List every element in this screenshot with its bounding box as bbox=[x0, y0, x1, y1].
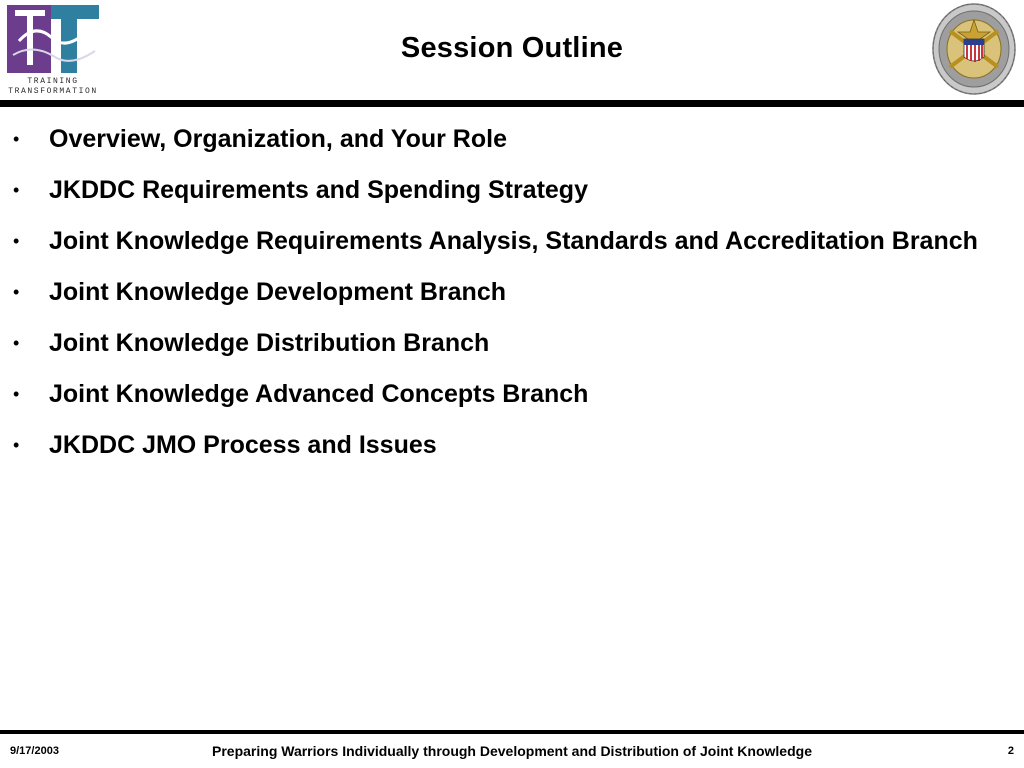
outline-item-text: JKDDC Requirements and Spending Strategy bbox=[49, 176, 588, 204]
outline-item bbox=[0, 428, 1024, 462]
outline-item bbox=[0, 224, 1024, 258]
outline-item-text: Joint Knowledge Requirements Analysis, Standards and Accreditation Branch bbox=[49, 227, 978, 255]
bullet-icon: • bbox=[13, 333, 20, 353]
bullet-icon: • bbox=[13, 180, 20, 200]
bullet-icon: • bbox=[13, 435, 20, 455]
outline-item bbox=[0, 173, 1024, 207]
outline-item-text: Joint Knowledge Advanced Concepts Branch bbox=[49, 380, 589, 408]
header-divider bbox=[0, 100, 1024, 107]
logo-text-training: TRAINING bbox=[27, 77, 79, 86]
footer-date: 9/17/2003 bbox=[10, 745, 59, 757]
bullet-icon: • bbox=[13, 282, 20, 302]
bullet-icon: • bbox=[13, 129, 20, 149]
footer-divider bbox=[0, 730, 1024, 734]
joint-chiefs-seal-icon bbox=[932, 3, 1016, 95]
page-title: Session Outline bbox=[400, 32, 624, 64]
bullet-icon: • bbox=[13, 231, 20, 251]
outline-item bbox=[0, 275, 1024, 309]
outline-item-text: Joint Knowledge Distribution Branch bbox=[49, 329, 490, 357]
logo-text-transformation: TRANSFORMATION bbox=[8, 87, 98, 96]
footer-caption: Preparing Warriors Individually through Development and Distribution of Joint Knowledge bbox=[212, 743, 812, 759]
bullet-icon: • bbox=[13, 384, 20, 404]
outline-item bbox=[0, 326, 1024, 360]
outline-item-text: Joint Knowledge Development Branch bbox=[49, 278, 507, 306]
outline-item bbox=[0, 377, 1024, 411]
outline-list bbox=[0, 122, 1024, 479]
page-number: 2 bbox=[1007, 745, 1014, 757]
outline-item bbox=[0, 122, 1024, 156]
outline-item-text: Overview, Organization, and Your Role bbox=[49, 125, 507, 153]
outline-item-text: JKDDC JMO Process and Issues bbox=[49, 431, 437, 459]
